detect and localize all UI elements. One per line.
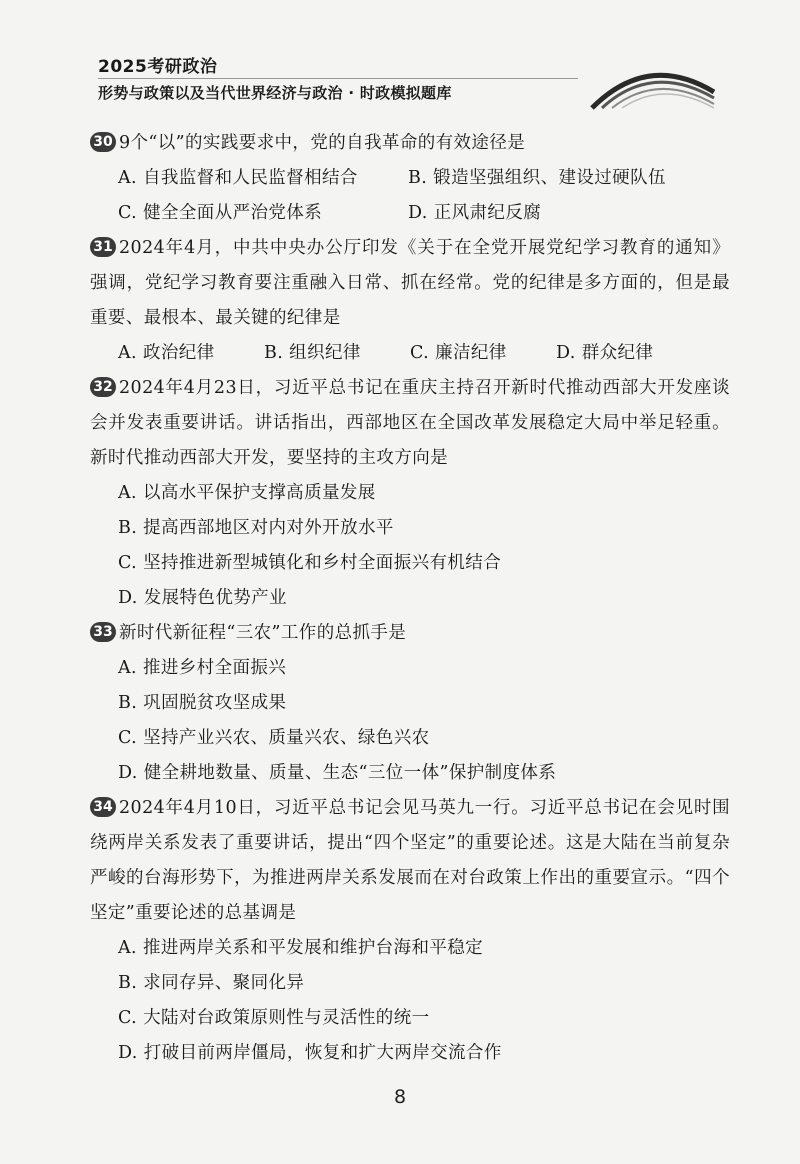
question-text: 2024年4月10日，习近平总书记会见马英九一行。习近平总书记在会见时围绕两岸关系发表了重要讲话，提出“四个坚定”的重要论述。这是大陆在当前复杂严峻的台海形势下，为推进两岸关系发展而在对台政策上作出的重要宣示。“四个坚定”重要论述的总基调是: [90, 798, 730, 923]
option-d: D. 发展特色优势产业: [118, 588, 287, 608]
question-stem: [90, 371, 730, 476]
question-stem: [90, 126, 730, 161]
page-number: 8: [393, 1086, 407, 1108]
question-number-badge: 30: [90, 132, 116, 152]
header-divider: [98, 78, 578, 79]
question-30: [90, 126, 730, 231]
question-32: [90, 371, 730, 616]
option-a: A. 政治纪律: [118, 343, 215, 363]
option-b: B. 提高西部地区对内对外开放水平: [118, 518, 394, 538]
option-b: B. 锻造坚强组织、建设过硬队伍: [408, 168, 666, 188]
question-stem: [90, 791, 730, 931]
option-d: D. 群众纪律: [556, 343, 654, 363]
option-b: B. 组织纪律: [264, 343, 361, 363]
header-arc-decoration-icon: [588, 58, 718, 110]
option-c: C. 廉洁纪律: [410, 343, 507, 363]
book-subtitle: 形势与政策以及当代世界经济与政治 · 时政模拟题库: [98, 84, 452, 102]
option-d: D. 打破目前两岸僵局，恢复和扩大两岸交流合作: [118, 1043, 502, 1063]
option-d: D. 健全耕地数量、质量、生态“三位一体”保护制度体系: [118, 763, 557, 783]
question-34: [90, 791, 730, 1071]
question-stem: [90, 616, 730, 651]
option-b: B. 巩固脱贫攻坚成果: [118, 693, 287, 713]
option-b: B. 求同存异、聚同化异: [118, 973, 305, 993]
question-31: [90, 231, 730, 371]
option-c: C. 健全全面从严治党体系: [118, 203, 323, 223]
question-number-badge: 33: [90, 622, 116, 642]
question-text: 9个“以”的实践要求中，党的自我革命的有效途径是: [119, 133, 526, 153]
question-text: 新时代新征程“三农”工作的总抓手是: [119, 623, 407, 643]
option-c: C. 坚持推进新型城镇化和乡村全面振兴有机结合: [118, 553, 502, 573]
option-c: C. 坚持产业兴农、质量兴农、绿色兴农: [118, 728, 430, 748]
question-number-badge: 31: [90, 237, 116, 257]
book-title: 2025考研政治: [98, 57, 218, 77]
option-c: C. 大陆对台政策原则性与灵活性的统一: [118, 1008, 430, 1028]
question-text: 2024年4月，中共中央办公厅印发《关于在全党开展党纪学习教育的通知》强调，党纪学习教育要注重融入日常、抓在经常。党的纪律是多方面的，但是最重要、最根本、最关键的纪律是: [90, 238, 730, 328]
question-number-badge: 34: [90, 797, 116, 817]
option-a: A. 自我监督和人民监督相结合: [118, 168, 358, 188]
option-a: A. 以高水平保护支撑高质量发展: [118, 483, 376, 503]
question-33: [90, 616, 730, 791]
option-d: D. 正风肃纪反腐: [408, 203, 542, 223]
option-a: A. 推进乡村全面振兴: [118, 658, 287, 678]
question-number-badge: 32: [90, 377, 116, 397]
question-text: 2024年4月23日，习近平总书记在重庆主持召开新时代推动西部大开发座谈会并发表重要讲话。讲话指出，西部地区在全国改革发展稳定大局中举足轻重。新时代推动西部大开发，要坚持的主攻方向是: [90, 378, 730, 468]
question-stem: [90, 231, 730, 336]
question-list: [90, 126, 730, 1071]
option-a: A. 推进两岸关系和平发展和维护台海和平稳定: [118, 938, 484, 958]
page-header: [70, 52, 730, 110]
